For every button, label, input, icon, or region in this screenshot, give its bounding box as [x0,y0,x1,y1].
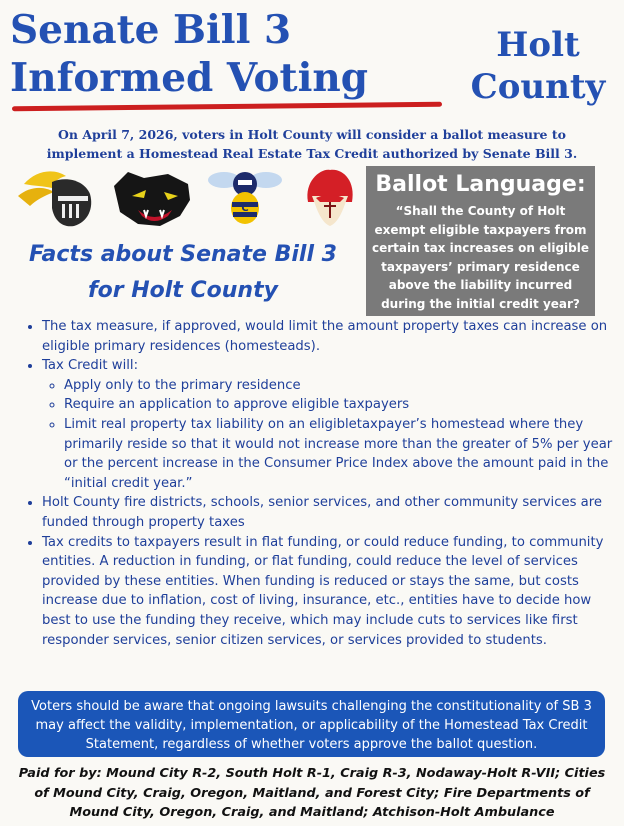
list-item: • Holt County fire districts, schools, senior services, and other community services are funded through property taxes [42,493,614,532]
lawsuit-notice: Voters should be aware that ongoing lawsuits challenging the constitutionality of SB 3 may affect the validity, implementation, or applicability of the Homestead Tax Credit Statement, regardless of whether voters approve the ballot question. [18,691,605,757]
title-line-2: Informed Voting [10,55,369,101]
sub-list-item: ◦ Limit real property tax liability on an eligibletaxpayer’s homestead where they primarily reside so that it would not increase more than the greater of 5% per year or the percent increase in the Consumer Price Index above the amount paid in the “initial credit year.” [64,415,614,493]
title-underline [12,102,442,112]
school-logos [14,166,364,230]
hornet-mascot-icon [202,166,288,230]
facts-line-1: Facts about Senate Bill 3 [29,242,337,267]
svg-text:C: C [241,203,249,214]
ballot-title: Ballot Language: [375,172,586,197]
intro-text: On April 7, 2026, voters in Holt County will consider a ballot measure to implement a Homestead Real Estate Tax Credit authorized by Senate Bill 3. [46,127,578,161]
sub-list-item: ◦ Apply only to the primary residence [64,376,614,396]
facts-heading [6,237,360,309]
county-line-1: Holt [496,25,580,65]
paid-for-by: Paid for by: Mound City R-2, South Holt R-1, Craig R-3, Nodaway-Holt R-VII; Cities of Mound City, Craig, Oregon, Maitland, and Forest City; Fire Departments of Mound City, Oregon, Craig, and Maitland; Atchison-Holt Ambulance [18,766,606,820]
list-item [42,356,614,493]
title-line-1: Senate Bill 3 [10,7,292,53]
page-title [10,6,368,102]
tax-credit-label: Tax Credit will: [42,358,139,374]
tax-credit-sublist [42,376,614,494]
ballot-language-box [366,166,595,316]
sub-list-item: ◦ Require an application to approve eligible taxpayers [64,395,614,415]
facts-line-2: for Holt County [88,278,278,303]
county-line-2: County [470,67,606,107]
trojan-mascot-icon [294,166,364,230]
panther-mascot-icon [108,166,194,230]
list-item: • Tax credits to taxpayers result in flat funding, or could reduce funding, to community entities. A reduction in funding, or flat funding, could reduce the level of services provided by these entities. When funding is reduced or stays the same, but costs increase due to inflation, cost of living, insurance, etc., entities have to decide how best to use the funding they receive, which may include cuts to services like first responder services, senior citizen services, or services provided to students. [42,533,614,651]
knight-mascot-icon [14,166,100,230]
facts-list [26,317,614,650]
list-item: • The tax measure, if approved, would limit the amount property taxes can increase on eligible primary residences (homesteads). [42,317,614,356]
county-heading [458,24,618,108]
ballot-text: “Shall the County of Holt exempt eligible taxpayers from certain tax increases on eligible taxpayers’ primary residence above the liability incurred during the initial credit year? [372,204,589,311]
